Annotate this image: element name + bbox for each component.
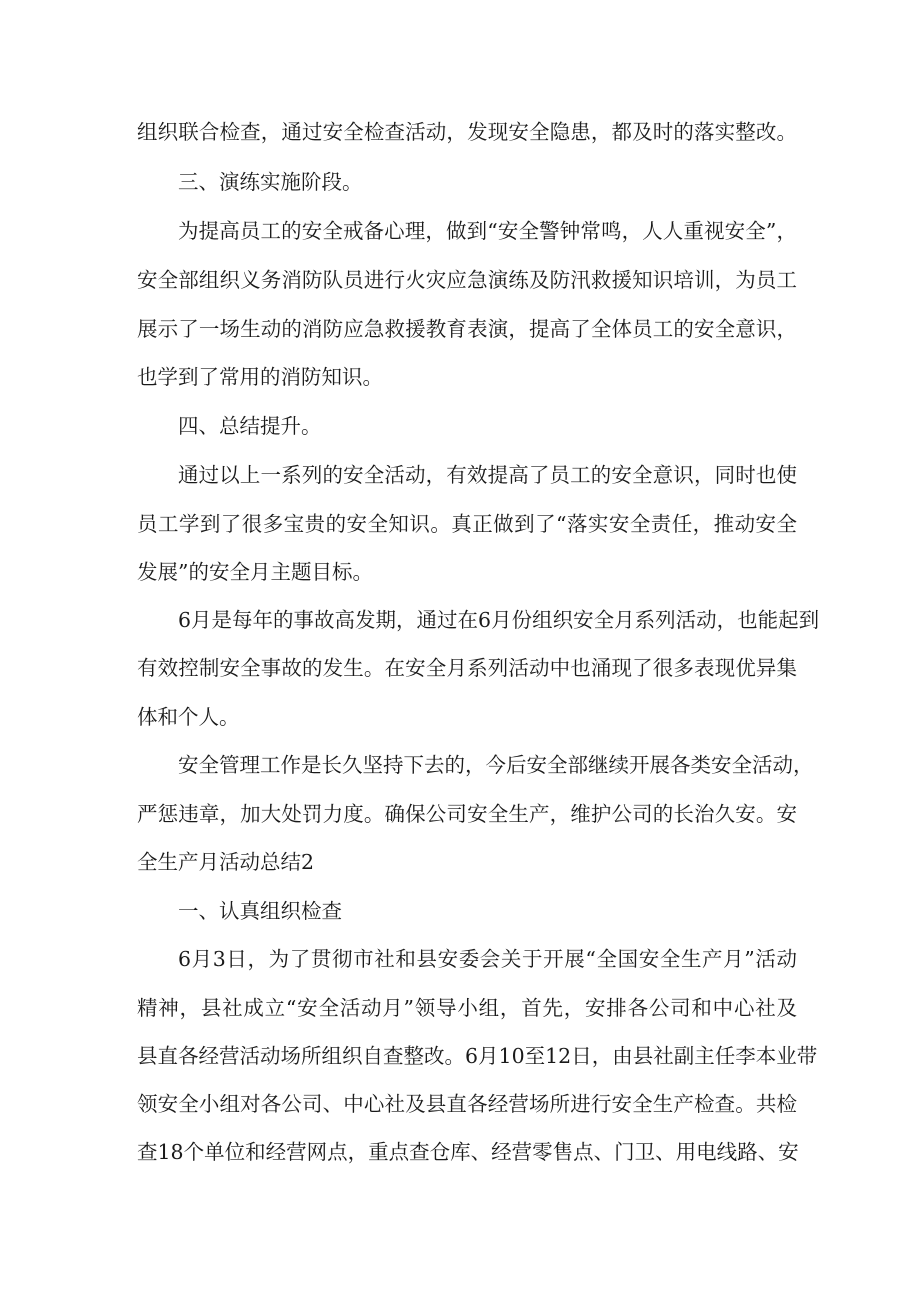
- text-line: 通过以上一系列的安全活动，有效提高了员工的安全意识，同时也使: [178, 463, 797, 487]
- text-line: 展示了一场生动的消防应急救援教育表演，提高了全体员工的安全意识，: [137, 317, 797, 341]
- text-line: 安全管理工作是长久坚持下去的，今后安全部继续开展各类安全活动，: [178, 753, 814, 777]
- text-line: 查18个单位和经营网点，重点查仓库、经营零售点、门卫、用电线路、安: [137, 1140, 799, 1164]
- text-line: 县直各经营活动场所组织自查整改。6月10至12日，由县社副主任李本业带: [137, 1044, 818, 1068]
- text-line: 有效控制安全事故的发生。在安全月系列活动中也涌现了很多表现优异集: [137, 656, 797, 680]
- text-line: 安全部组织义务消防队员进行火灾应急演练及防汛救援知识培训，为员工: [137, 268, 797, 292]
- text-line: 也学到了常用的消防知识。: [137, 365, 383, 389]
- text-line: 发展”的安全月主题目标。: [137, 560, 373, 584]
- text-line: 全生产月活动总结2: [137, 850, 315, 874]
- text-line: 6月是每年的事故高发期，通过在6月份组织安全月系列活动，也能起到: [178, 608, 820, 632]
- text-line: 严惩违章，加大处罚力度。确保公司安全生产，维护公司的长治久安。安: [137, 802, 797, 826]
- section-heading: 四、总结提升。: [178, 414, 322, 438]
- text-line: 精神，县社成立“安全活动月”领导小组，首先，安排各公司和中心社及: [137, 996, 797, 1020]
- text-line: 员工学到了很多宝贵的安全知识。真正做到了“落实安全责任，推动安全: [137, 512, 797, 536]
- text-line: 体和个人。: [137, 705, 240, 729]
- text-line: 领安全小组对各公司、中心社及县直各经营场所进行安全生产检查。共检: [137, 1092, 797, 1116]
- text-line: 为提高员工的安全戒备心理，做到“安全警钟常鸣，人人重视安全”，: [178, 219, 797, 243]
- text-line: 6月3日，为了贯彻市社和县安委会关于开展“全国安全生产月”活动: [178, 947, 797, 971]
- text-line: 组织联合检查，通过安全检查活动，发现安全隐患，都及时的落实整改。: [137, 120, 797, 144]
- section-heading: 三、演练实施阶段。: [178, 170, 363, 194]
- section-heading: 一、认真组织检查: [178, 899, 342, 923]
